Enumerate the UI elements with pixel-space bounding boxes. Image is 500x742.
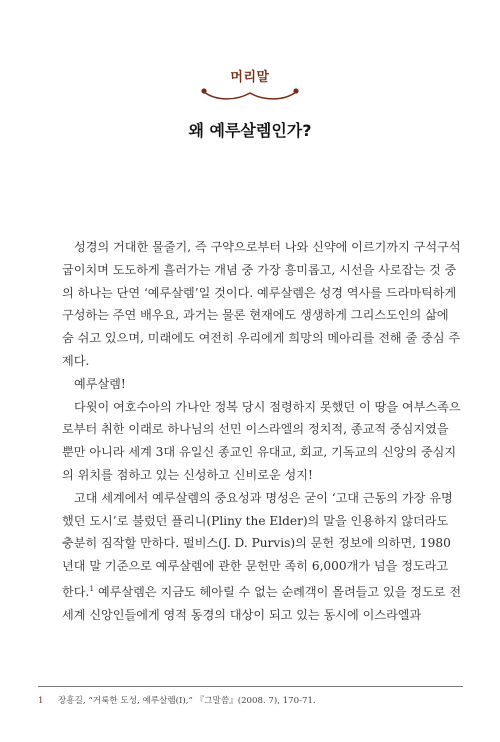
footnote xyxy=(38,694,478,706)
body-text xyxy=(62,236,462,627)
footnote-divider xyxy=(38,686,463,687)
paragraph xyxy=(62,487,462,627)
paragraph: 다윗이 여호수아의 가나안 정복 당시 점령하지 못했던 이 땅을 여부스족으로부터 취한 이래로 하나님의 선민 이스라엘의 정치적, 종교적 중심지였을 뿐만 아니라 세계 3대 유일신 종교인 유대교, 회교, 기독교의 신앙의 중심지의 위치를 점하고 있는 신성하고 신비로운 성지! xyxy=(62,399,461,482)
paragraph-text: 예루살렘은 지금도 헤아릴 수 없는 순례객이 몰려들고 있을 정도로 전 세계 신앙인들에게 영적 동경의 대상이 되고 있는 동시에 이스라엘과 xyxy=(62,585,462,622)
paragraph-text: 고대 세계에서 예루살렘의 중요성과 명성은 굳이 ‘고대 근동의 가장 유명했던 도시’로 불렀던 플리니(Pliny the Elder)의 말을 인용하지 않더라도 충분히 짐작할 만하다. 펄비스(J. D. Purvis)의 문헌 정보에 의하면, 1980년대 말 기준으로 예루살렘에 관한 문헌만 족히 6,000개가 넘을 정도라고 한다. xyxy=(62,490,453,599)
footnote-number: 1 xyxy=(38,696,44,706)
footnote-reference[interactable]: 1 xyxy=(89,583,95,593)
paragraph: 예루살렘! xyxy=(74,376,126,391)
chapter-title: 왜 예루살렘인가? xyxy=(188,121,312,140)
section-label: 머리말 xyxy=(230,70,270,85)
paragraph: 성경의 거대한 물줄기, 즉 구약으로부터 나와 신약에 이르기까지 구석구석 굽이치며 도도하게 흘러가는 개념 중 가장 흥미롭고, 시선을 사로잡는 것 중의 하나는 단연 ‘예루살렘’일 것이다. 예루살렘은 성경 역사를 드라마틱하게 구성하는 주연 배우요, 과거는 물론 현재에도 생생하게 그리스도인의 삶에 숨 쉬고 있으며, 미래에도 여전히 우리에게 희망의 메아리를 전해 줄 중심 주제다. xyxy=(62,240,461,368)
footnote-text: 장흥길, “거룩한 도성, 예루살렘(I),” 『그말씀』(2008. 7), 170-71. xyxy=(58,696,316,706)
